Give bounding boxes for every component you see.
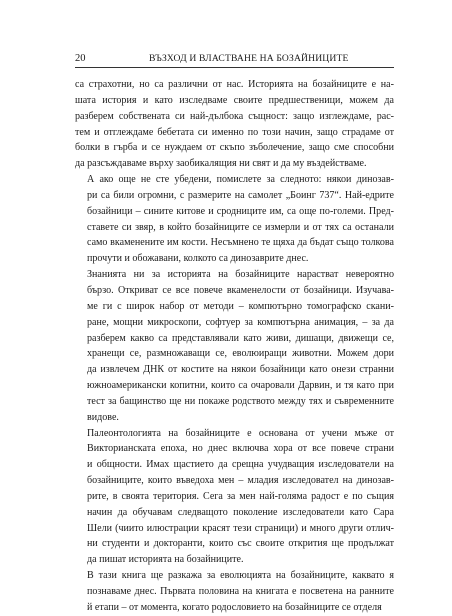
- text-line: Палеонтологията на бозайниците е основана от учени мъже от: [87, 427, 394, 439]
- text-line: Викторианската епоха, но днес включва хора от все повече страни: [87, 443, 394, 455]
- text-line: да извлечем ДНК от костите на някои бозайници като онези странни: [87, 364, 394, 376]
- paragraph: [75, 426, 394, 569]
- text-line: тем и отглеждаме бебетата си именно по този начин, защо страдаме от: [75, 126, 394, 138]
- text-line: Шели (чиито илюстрации красят тези страници) и много други отлич-: [87, 522, 394, 534]
- paragraph: [75, 267, 394, 425]
- text-line: тест за бащинство ще ни покаже родството между тях и съвременните: [87, 395, 394, 407]
- paragraph: [75, 172, 394, 267]
- text-line: разберем какво са представлявали като живи, дишащи, движещи се,: [87, 332, 394, 344]
- text-line: болки в гърба и се нуждаем от скъпо зъболечение, защо сме способни: [75, 142, 394, 154]
- page-number: 20: [75, 53, 86, 64]
- text-line: само вкаменените им кости. Несъмнено те щяха да бъдат също толкова: [87, 237, 394, 249]
- text-line: бозайници – сините китове и сродниците им, са още по-големи. Пред-: [87, 205, 394, 217]
- text-line: А ако още не сте убедени, помислете за следното: някои динозав-: [87, 174, 394, 186]
- text-line: разберем собствената си най-дълбока същност: защо изглеждаме, рас-: [75, 110, 394, 122]
- page-header: [75, 53, 394, 68]
- text-line: ни студенти и докторанти, които със своите открития ще продължат: [87, 538, 394, 550]
- text-line: бързо. Откриват се все повече вкаменелости от бозайници. Изучава-: [87, 284, 394, 296]
- text-line: В тази книга ще разкажа за еволюцията на бозайниците, каквато я: [87, 570, 394, 582]
- text-line: хранещи се, размножаващи се, еволюиращи животни. Можем дори: [87, 348, 394, 360]
- text-line: да разсъждаваме върху заобикалящия ни свят и да му въздействаме.: [75, 158, 367, 170]
- body-text: [75, 77, 394, 616]
- paragraph: [75, 568, 394, 616]
- text-line: рите, в своята територия. Сега за мен най-голяма радост е по същия: [87, 490, 394, 502]
- text-line: ставете си звяр, в който бозайниците се измерли и от тях са останали: [87, 221, 394, 233]
- running-head: ВЪЗХОД И ВЛАСТВАНЕ НА БОЗАЙНИЦИТЕ: [149, 53, 349, 64]
- text-line: и общности. Имах щастието да срещна учудващия изследователи на: [87, 459, 394, 471]
- text-line: Знанията ни за историята на бозайниците нарастват невероятно: [87, 269, 394, 281]
- text-line: начин да обучавам следващото поколение изследователи като Сара: [87, 506, 394, 518]
- text-line: познаваме днес. Първата половина на книгата е посветена на ранните: [87, 586, 394, 597]
- text-line: ме ги с широк набор от методи – компютърно томографско скани-: [87, 300, 394, 312]
- text-line: южноамерикански копитни, които са очаровали Дарвин, и тя като при: [87, 380, 394, 392]
- text-line: са страхотни, но са различни от нас. Историята на бозайниците е на-: [75, 79, 394, 90]
- text-line: да пишат историята на бозайниците.: [87, 554, 244, 566]
- text-line: шата история и като изследваме своите предшественици, можем да: [75, 94, 394, 106]
- text-line: видове.: [87, 411, 119, 423]
- text-line: бозайниците, които въведоха мен – младия изследовател на динозав-: [87, 475, 394, 487]
- text-line: прочути и обожавани, колкото са динозаврите днес.: [87, 253, 309, 265]
- paragraph: [75, 77, 394, 172]
- text-line: ри са били огромни, с размерите на самолет „Боинг 737“. Най-едрите: [87, 189, 394, 201]
- text-line: й етапи – от момента, когато родословието на бозайниците се отделя: [87, 601, 382, 613]
- text-line: ране, мощни микроскопи, софтуер за компютърна анимация, – за да: [87, 316, 394, 328]
